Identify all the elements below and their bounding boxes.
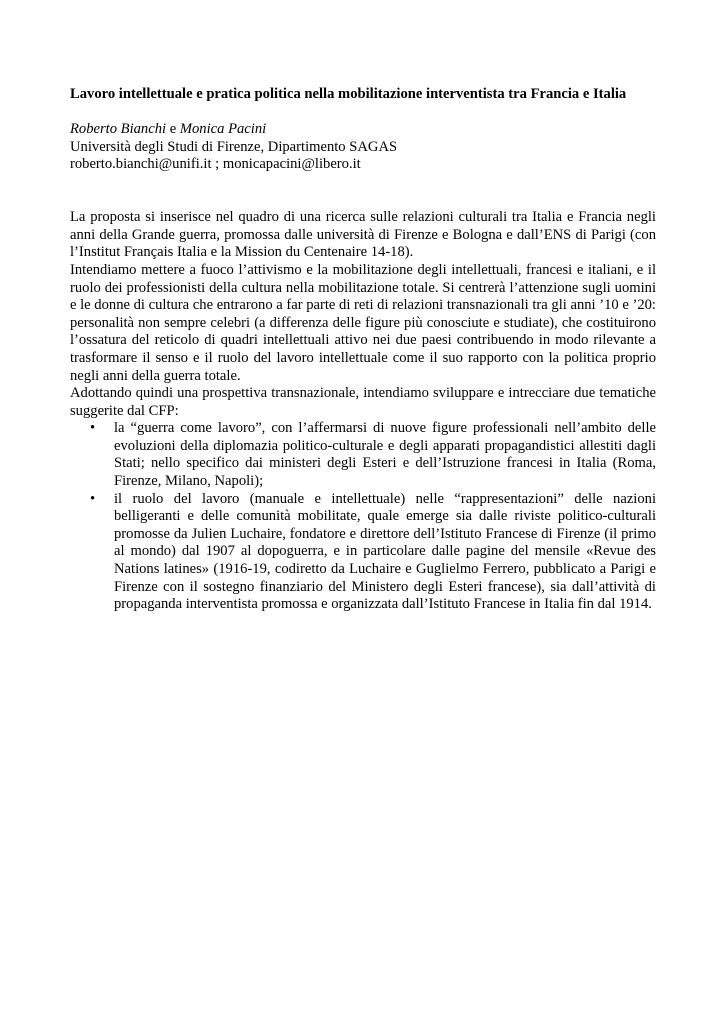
document-page xyxy=(70,86,656,614)
abstract-body xyxy=(70,209,656,614)
list-item xyxy=(70,420,656,490)
author-conjunction: e xyxy=(166,121,180,138)
list-item-text: il ruolo del lavoro (manuale e intellettuale) nelle “rappresentazioni” delle nazioni belligeranti e delle comunità mobilitate, quale emerge sia dalle riviste politico-culturali promosse da Julien Luchaire, fondatore e direttore dell’Istituto Francese di Firenze (il primo al mondo) dal 1907 al dopoguerra, e in particolare dalle pagine del mensile «Revue des Nations latines» (1916-19, codiretto da Luchaire e Guglielmo Ferrero, pubblicato a Parigi e Firenze con il sostegno finanziario del Ministero degli Esteri francese), sia dall’attività di propaganda interventista promossa e organizzata dall’Istituto Francese in Italia fin dal 1914. xyxy=(114,490,656,613)
list-item-text: la “guerra come lavoro”, con l’affermarsi di nuove figure professionali nell’ambito delle evoluzioni della diplomazia politico-culturale e degli apparati propagandistici allestiti dagli Stati; nello specifico dai ministeri degli Esteri e dell’Istruzione francesi in Italia (Roma, Firenze, Milano, Napoli); xyxy=(114,420,656,490)
author-names xyxy=(70,121,656,139)
bullet-icon: • xyxy=(90,420,96,437)
author-affiliation: Università degli Studi di Firenze, Dipartimento SAGAS xyxy=(70,138,398,155)
author-name-1: Roberto Bianchi xyxy=(70,121,167,138)
document-title: Lavoro intellettuale e pratica politica nella mobilitazione interventista tra Francia e Italia xyxy=(70,86,627,102)
section-spacer xyxy=(70,174,656,209)
bullet-icon: • xyxy=(90,490,96,507)
bullet-list xyxy=(70,420,656,614)
author-block xyxy=(70,121,656,174)
paragraph-2: Intendiamo mettere a fuoco l’attivismo e la mobilitazione degli intellettuali, francesi e italiani, e il ruolo dei professionisti della cultura nella mobilitazione totale. Si centrerà l’attenzione sugli uomini e le donne di cultura che entrarono a far parte di reti di relazioni transnazionali tra gli anni ’10 e ’20: personalità non sempre celebri (a differenza delle figure più conosciute e studiate), che costituirono l’ossatura del reticolo di quadri intellettuali attivo nei due paesi contribuendo in modo rilevante a trasformare il senso e il ruolo del lavoro intellettuale come il suo rapporto con la politica proprio negli anni della guerra totale. xyxy=(70,261,656,384)
list-item xyxy=(70,491,656,614)
author-emails: roberto.bianchi@unifi.it ; monicapacini@libero.it xyxy=(70,156,361,173)
paragraph-3: Adottando quindi una prospettiva transnazionale, intendiamo sviluppare e intrecciare due tematiche suggerite dal CFP: xyxy=(70,385,656,419)
author-name-2: Monica Pacini xyxy=(179,121,267,138)
paragraph-1: La proposta si inserisce nel quadro di una ricerca sulle relazioni culturali tra Italia e Francia negli anni della Grande guerra, promossa dalle università di Firenze e Bologna e dall’ENS di Parigi (con l’Institut Français Italia e la Mission du Centenaire 14-18). xyxy=(70,209,656,261)
